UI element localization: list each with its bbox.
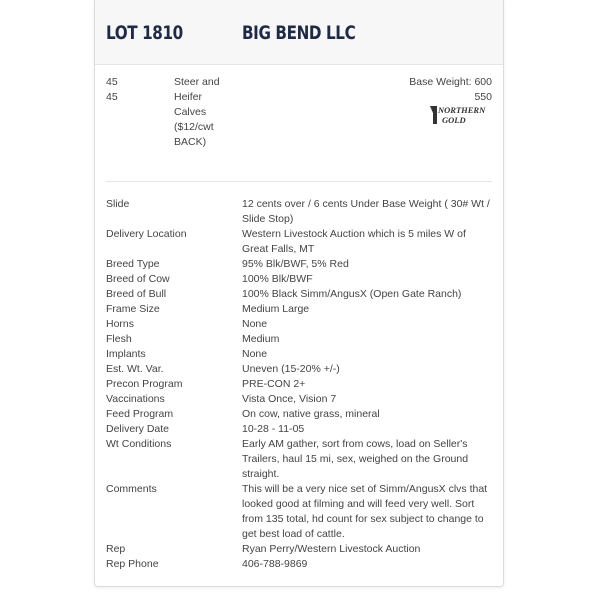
head-count-steers: 45 — [106, 76, 118, 88]
base-weight-label: Base Weight: — [409, 76, 472, 88]
detail-row — [106, 407, 492, 422]
detail-value: Early AM gather, sort from cows, load on Seller's Trailers, haul 15 mi, sex, weighed on the Ground straight. — [242, 438, 469, 480]
head-counts — [106, 75, 118, 105]
detail-row — [106, 542, 492, 557]
northern-gold-logo — [429, 104, 493, 126]
detail-label: Rep Phone — [106, 558, 159, 570]
lot-header — [95, 0, 503, 65]
detail-row — [106, 347, 492, 362]
detail-value: None — [242, 348, 268, 360]
lot-number: LOT 1810 — [106, 22, 183, 44]
detail-value: On cow, native grass, mineral — [242, 408, 380, 420]
detail-row — [106, 317, 492, 332]
detail-label: Wt Conditions — [106, 438, 172, 450]
detail-value: Uneven (15-20% +/-) — [242, 363, 340, 375]
detail-row — [106, 197, 492, 227]
detail-row — [106, 557, 492, 572]
detail-row — [106, 287, 492, 302]
detail-row — [106, 332, 492, 347]
detail-label: Implants — [106, 348, 146, 360]
seller-name: BIG BEND LLC — [242, 22, 356, 44]
detail-label: Horns — [106, 318, 135, 330]
detail-value: None — [242, 318, 268, 330]
detail-value: This will be a very nice set of Simm/AngusX clvs that looked good at filming and will feed very well. Sort from 135 total, hd count for sex subject to change to get best load of cattle. — [242, 483, 488, 540]
detail-value: 100% Black Simm/AngusX (Open Gate Ranch) — [242, 288, 462, 300]
detail-row — [106, 362, 492, 377]
detail-label: Frame Size — [106, 303, 160, 315]
detail-value: PRE-CON 2+ — [242, 378, 306, 390]
detail-value: Medium — [242, 333, 280, 345]
detail-label: Vaccinations — [106, 393, 165, 405]
detail-value: Vista Once, Vision 7 — [242, 393, 337, 405]
details-list — [106, 197, 492, 572]
detail-value: 10-28 - 11-05 — [242, 423, 305, 435]
section-divider — [106, 181, 492, 182]
lot-description: Steer and Heifer Calves ($12/cwt BACK) — [174, 76, 220, 148]
detail-value: 100% Blk/BWF — [242, 273, 313, 285]
detail-label: Est. Wt. Var. — [106, 363, 164, 375]
detail-label: Delivery Location — [106, 228, 187, 240]
detail-value: 95% Blk/BWF, 5% Red — [242, 258, 349, 270]
base-weights — [409, 75, 492, 105]
base-weight-steers: 600 — [474, 76, 492, 88]
detail-label: Slide — [106, 198, 130, 210]
base-weight-heifers: 550 — [474, 91, 492, 103]
detail-label: Delivery Date — [106, 423, 170, 435]
detail-label: Breed Type — [106, 258, 160, 270]
detail-label: Breed of Cow — [106, 273, 170, 285]
detail-row — [106, 302, 492, 317]
detail-row — [106, 392, 492, 407]
detail-label: Comments — [106, 483, 157, 495]
detail-label: Breed of Bull — [106, 288, 167, 300]
detail-value: Western Livestock Auction which is 5 miles W of Great Falls, MT — [242, 228, 466, 255]
detail-row — [106, 482, 492, 542]
detail-row — [106, 227, 492, 257]
detail-label: Flesh — [106, 333, 132, 345]
logo-word-gold: GOLD — [442, 115, 466, 125]
detail-row — [106, 272, 492, 287]
detail-row — [106, 257, 492, 272]
detail-label: Rep — [106, 543, 126, 555]
detail-row — [106, 377, 492, 392]
detail-row — [106, 422, 492, 437]
head-count-heifers: 45 — [106, 91, 118, 103]
detail-value: Medium Large — [242, 303, 310, 315]
logo-word-northern: NORTHERN — [438, 105, 486, 115]
detail-row — [106, 437, 492, 482]
detail-label: Precon Program — [106, 378, 183, 390]
detail-value: 12 cents over / 6 cents Under Base Weight ( 30# Wt / Slide Stop) — [242, 198, 490, 225]
detail-label: Feed Program — [106, 408, 174, 420]
detail-value: 406-788-9869 — [242, 558, 308, 570]
detail-value: Ryan Perry/Western Livestock Auction — [242, 543, 421, 555]
lot-card — [94, 0, 504, 587]
